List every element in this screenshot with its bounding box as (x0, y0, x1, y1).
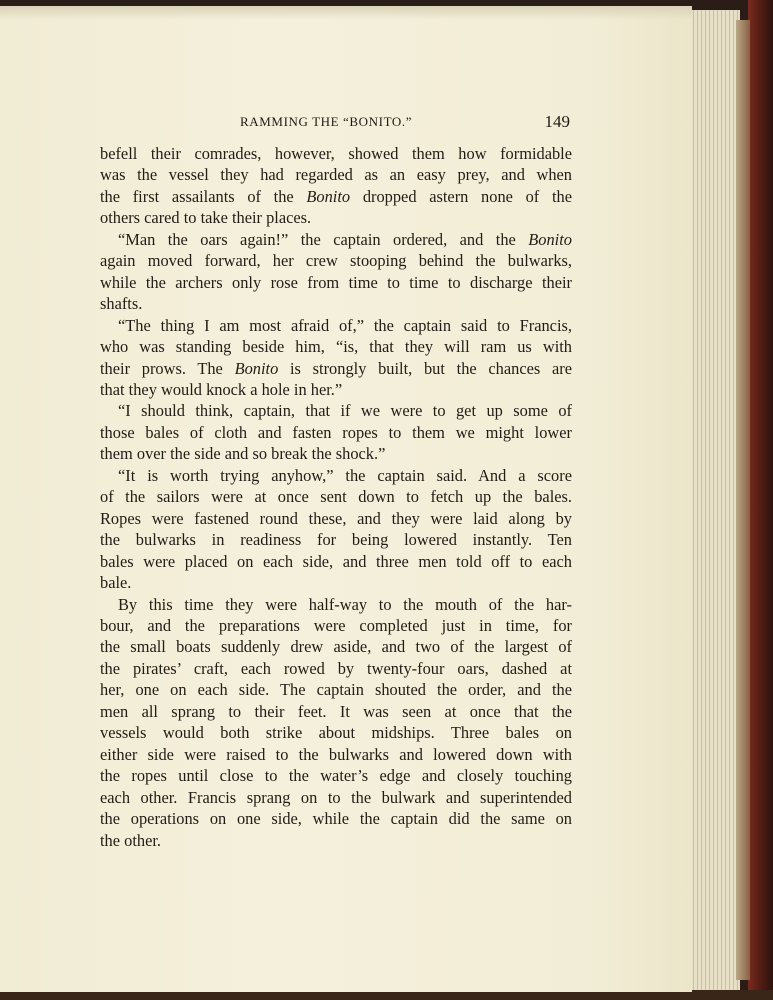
text-line: the ropes until close to the water’s edge and closely touching (100, 766, 572, 786)
text-line: vessels would both strike about midships. Three bales on (100, 723, 572, 743)
text-line: bale. (100, 573, 132, 593)
text-line: befell their comrades, however, showed them how formidable (100, 144, 572, 163)
running-head-title: RAMMING THE “BONITO.” (240, 114, 413, 129)
text-line: while the archers only rose from time to time to discharge their (100, 272, 572, 292)
paragraph (100, 465, 572, 594)
text-line: “The thing I am most afraid of,” the captain said to Francis, (118, 315, 572, 335)
text-line: the first assailants of the Bonito dropped astern none of the (100, 186, 572, 206)
page-number: 149 (544, 112, 570, 131)
text-line: bales were placed on each side, and three men told off to each (100, 551, 572, 571)
page-top-shadow (0, 6, 692, 20)
text-line: men all sprang to their feet. It was seen at once that the (100, 701, 572, 721)
text-line: them over the side and so break the shock.” (100, 444, 386, 464)
running-head (100, 112, 570, 136)
page-stack-shadow (736, 20, 750, 980)
paragraph (100, 594, 572, 851)
text-line: of the sailors were at once sent down to fetch up the bales. (100, 487, 572, 507)
text-line: her, one on each side. The captain shouted the order, and the (100, 680, 572, 700)
text-line: Ropes were fastened round these, and they were laid along by (100, 508, 572, 528)
text-line: again moved forward, her crew stooping behind the bulwarks, (100, 251, 572, 271)
text-line: their prows. The Bonito is strongly built, but the chances are (100, 358, 572, 378)
text-line: the operations on one side, while the captain did the same on (100, 809, 572, 829)
body-text (100, 143, 572, 851)
page-stack-edges (690, 10, 740, 992)
text-line: shafts. (100, 294, 143, 314)
paragraph (100, 229, 572, 315)
text-line: was the vessel they had regarded as an easy prey, and when (100, 165, 572, 185)
text-line: bour, and the preparations were completed just in time, for (100, 615, 572, 635)
paragraph (100, 315, 572, 401)
book-cover-edge (748, 0, 773, 1000)
text-line: others cared to take their places. (100, 208, 312, 228)
text-line: either side were raised to the bulwarks and lowered down with (100, 744, 572, 764)
text-line: the bulwarks in readiness for being lowered instantly. Ten (100, 530, 572, 550)
text-line: “It is worth trying anyhow,” the captain said. And a score (118, 465, 572, 485)
text-line: By this time they were half-way to the mouth of the har- (118, 594, 572, 614)
text-line: that they would knock a hole in her.” (100, 379, 343, 399)
paragraph (100, 143, 572, 229)
text-line: the other. (100, 830, 161, 850)
text-line: who was standing beside him, “is, that they will ram us with (100, 337, 572, 357)
text-line: “Man the oars again!” the captain ordered, and the Bonito (118, 229, 572, 249)
text-line: the small boats suddenly drew aside, and two of the largest of (100, 637, 572, 657)
text-line: those bales of cloth and fasten ropes to them we might lower (100, 422, 572, 442)
text-line: each other. Francis sprang on to the bulwark and superintended (100, 787, 572, 807)
text-line: the pirates’ craft, each rowed by twenty-four oars, dashed at (100, 658, 572, 678)
paragraph (100, 400, 572, 464)
text-line: “I should think, captain, that if we were to get up some of (118, 401, 572, 421)
